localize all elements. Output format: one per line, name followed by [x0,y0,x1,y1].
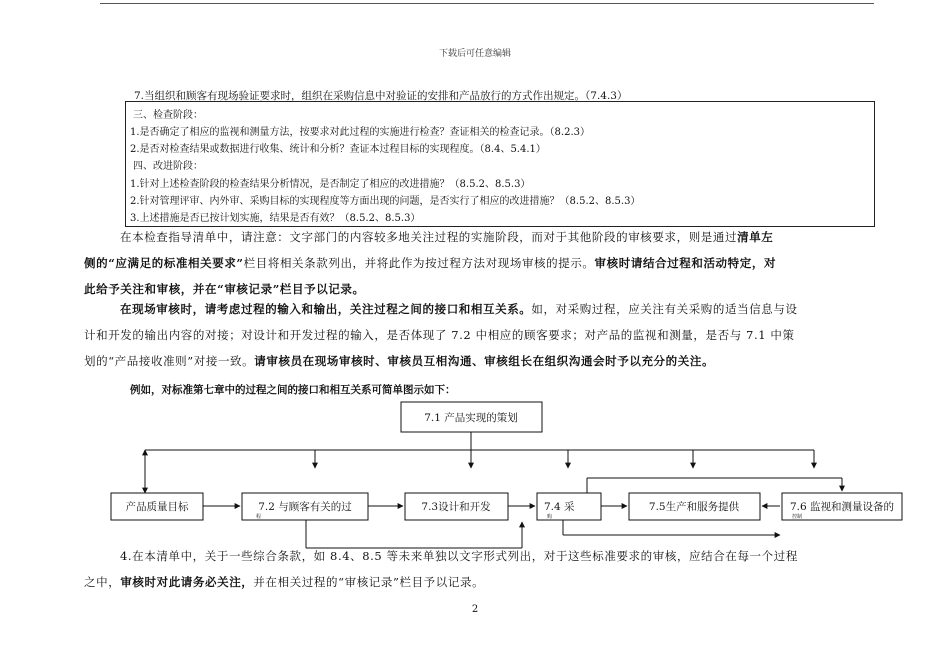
header-note: 下载后可任意编辑 [438,49,511,59]
para1-line3: 此给予关注和审核，并在“审核记录”栏目予以记录。 [84,282,365,296]
check-item-2: 2.是否对检查结果或数据进行收集、统计和分析？查证本过程目标的实现程度。（8.4、5.4.1） [130,144,546,155]
improve-item-2: 2.针对管理评审、内外审、采购目标的实现程度等方面出现的问题，是否实行了相应的改进措施？（8.5.2、8.5.3） [130,196,641,207]
improve-heading: 四、改进阶段： [133,161,203,172]
node-7-6-label: 7.6 监视和测量设备的 [789,501,895,513]
item-7-text: 7.当组织和顾客有现场验证要求时，组织在采购信息中对验证的安排和产品放行的方式作出规定。（7.4.3） [134,90,628,102]
check-heading: 三、检查阶段： [133,110,203,121]
improve-item-3: 3.上述措施是否已按计划实施，结果是否有效？（8.5.2、8.5.3） [130,213,421,224]
para4-line2-text-a: 之中， [84,575,121,589]
para2-line1-text: 如，对采购过程，应关注有关采购的适当信息与设 [531,302,798,316]
node-7-2-sub: 程 [256,514,262,520]
para1-line2-bold-b: 审核时请结合过程和活动特定，对 [594,256,777,270]
node-7-4-label: 7.4 采 [544,501,575,513]
para1-line2-text: 栏目将相关条款列出，并将此作为按过程方法对现场审核的提示。 [243,256,595,270]
node-7-4-sub: 购 [547,514,553,520]
para2-line3-text: 划的“产品接收准则”对接一致。 [84,354,255,368]
para1-line1-bold: 清单左 [737,230,774,244]
page-number: 2 [471,604,479,615]
para4-line1: 4.在本清单中，关于一些综合条款，如 8.4、8.5 等未来单独以文字形式列出，对于这些标准要求的审核，应结合在每一个过程 [120,549,798,563]
para2-line3-bold: 请审核员在现场审核时、审核员互相沟通、审核组长在组织沟通会时予以充分的关注。 [254,354,715,368]
improve-item-1: 1.针对上述检查阶段的检查结果分析情况，是否制定了相应的改进措施？（8.5.2、8.5.3） [130,179,531,190]
para2-line2: 计和开发的输出内容的对接；对设计和开发过程的输入，是否体现了 7.2 中相应的顾客要求；对产品的监视和测量，是否与 7.1 中策 [84,328,795,342]
node-7-1-label: 7.1 产品实现的策划 [424,412,518,424]
para2-line1-bold: 在现场审核时，请考虑过程的输入和输出，关注过程之间的接口和相互关系。 [120,302,532,316]
node-7-2-label: 7.2 与顾客有关的过 [258,501,352,513]
para4-line2-text-b: 并在相关过程的“审核记录”栏目予以记录。 [253,575,485,589]
para1-line2-bold-a: 侧的“应满足的标准相关要求” [84,256,244,270]
para4-line2-bold: 审核时对此请务必关注， [120,575,254,589]
example-heading: 例如，对标准第七章中的过程之间的接口和相互关系可简单图示如下： [130,384,456,396]
check-item-1: 1.是否确定了相应的监视和测量方法，按要求对此过程的实施进行检查？查证相关的检查记录。（8.2.3） [130,127,590,138]
node-7-5-label: 7.5生产和服务提供 [648,501,740,513]
node-7-6-sub: 控制 [792,514,803,520]
node-7-3-label: 7.3设计和开发 [421,501,491,513]
para4-line2 [84,574,484,590]
node-quality-objective-label: 产品质量目标 [125,501,189,513]
para1-line1-text: 在本检查指导清单中，请注意：文字部门的内容较多地关注过程的实施阶段，而对于其他阶段的审核要求，则是通过 [120,230,738,244]
